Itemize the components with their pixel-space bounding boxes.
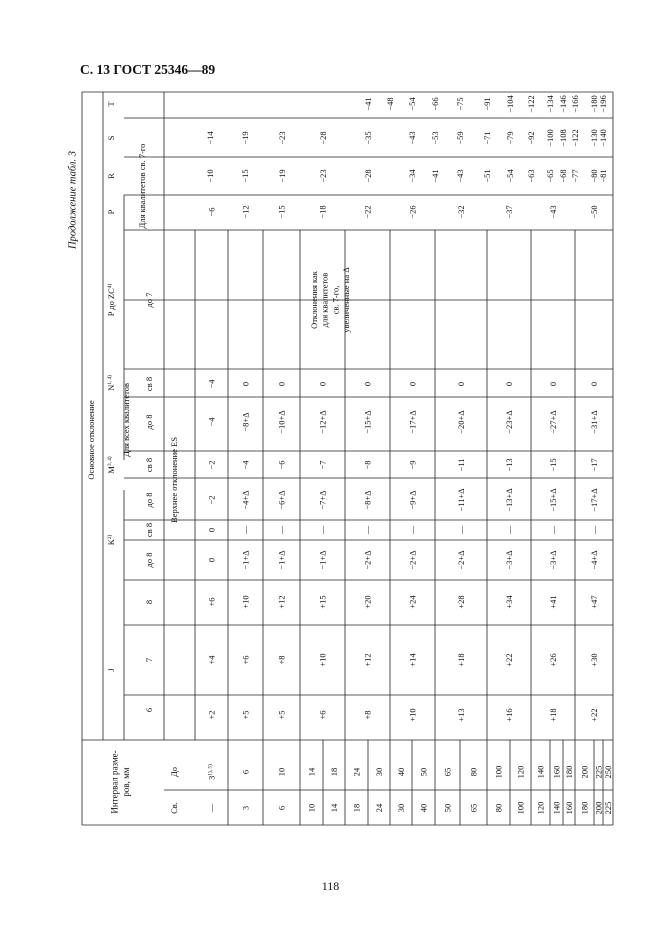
- value-n_le8: −31+Δ: [588, 410, 599, 434]
- j7-label: 7: [143, 657, 154, 663]
- value-m_gt8: −13: [503, 458, 514, 472]
- m-le8-label: до 8: [143, 492, 154, 508]
- m-label: M$^{3, 4)}$: [105, 456, 116, 474]
- value-k_le8: −1+Δ: [240, 550, 251, 570]
- p-zc-note: Отклонения какдля квалитетовсв. 7-го,увеличенные на Δ: [309, 267, 351, 333]
- value-n_gt8: 0: [588, 381, 599, 387]
- size-over: 3: [240, 805, 251, 811]
- value-k_gt8: —: [547, 525, 558, 535]
- value-r: −15: [239, 169, 250, 183]
- value-t: −54: [406, 97, 417, 111]
- value-s: −79: [504, 131, 515, 145]
- value-p: −12: [240, 205, 251, 219]
- value-n_gt8: 0: [276, 381, 287, 387]
- value-t: −75: [454, 97, 465, 111]
- value-r: −19: [276, 169, 287, 183]
- value-j6: +6: [317, 710, 328, 720]
- value-k_le8: −2+Δ: [407, 550, 418, 570]
- size-over: 160: [563, 801, 574, 815]
- value-t: −146: [557, 95, 568, 113]
- size-over: 80: [493, 803, 504, 813]
- value-r: −54: [504, 169, 515, 183]
- value-r: −81: [597, 169, 608, 183]
- value-j6: +2: [206, 710, 217, 720]
- j-label: J: [105, 668, 116, 672]
- value-m_gt8: −15: [547, 458, 558, 472]
- interval-label: Интервал разме-ров, мм: [109, 750, 131, 814]
- value-j6: +13: [455, 708, 466, 722]
- size-to: 120: [515, 765, 526, 779]
- size-to: 200: [579, 765, 590, 779]
- value-s: −14: [204, 131, 215, 145]
- value-k_gt8: —: [407, 525, 418, 535]
- value-n_le8: −23+Δ: [503, 410, 514, 434]
- value-t: −122: [525, 95, 536, 113]
- value-m_gt8: −6: [276, 460, 287, 470]
- size-to: 30: [373, 767, 384, 777]
- size-over: 50: [442, 803, 453, 813]
- value-s: −108: [557, 129, 568, 147]
- size-over: 10: [306, 803, 317, 813]
- value-m_le8: −17+Δ: [588, 488, 599, 512]
- value-j7: +10: [317, 653, 328, 667]
- value-s: −92: [525, 131, 536, 145]
- value-j7: +26: [547, 653, 558, 667]
- size-to: 250: [602, 765, 613, 779]
- value-j7: +12: [362, 653, 373, 667]
- value-s: −43: [406, 131, 417, 145]
- size-to: 65: [442, 767, 453, 777]
- k-gt8-label: св 8: [143, 522, 154, 538]
- value-t: −166: [569, 95, 580, 113]
- n-gt8-label: св 8: [143, 376, 154, 392]
- value-n_gt8: 0: [407, 381, 418, 387]
- size-to: 100: [493, 765, 504, 779]
- page-header: С. 13 ГОСТ 25346—89: [80, 62, 216, 77]
- value-j7: +30: [588, 653, 599, 667]
- value-s: −71: [481, 131, 492, 145]
- value-r: −41: [429, 169, 440, 183]
- size-to: 50: [418, 767, 429, 777]
- value-n_gt8: 0: [455, 381, 466, 387]
- value-m_gt8: −4: [240, 460, 251, 470]
- value-r: −51: [481, 169, 492, 183]
- value-k_le8: −1+Δ: [317, 550, 328, 570]
- value-t: −196: [597, 95, 608, 113]
- value-s: −100: [544, 129, 555, 147]
- k-le8-label: до 8: [143, 552, 154, 568]
- p-zc-label: P до ZC$^{4)}$: [105, 283, 116, 317]
- value-j6: +8: [362, 710, 373, 720]
- value-k_le8: −3+Δ: [503, 550, 514, 570]
- value-j8: +6: [206, 597, 217, 607]
- size-over: 200: [593, 801, 604, 815]
- value-n_le8: −20+Δ: [455, 410, 466, 434]
- value-m_le8: −6+Δ: [276, 490, 287, 510]
- value-j6: +10: [407, 708, 418, 722]
- size-over: 30: [395, 803, 406, 813]
- value-k_le8: −3+Δ: [547, 550, 558, 570]
- value-r: −77: [569, 169, 580, 183]
- p-zc-le7-label: до 7: [143, 292, 154, 308]
- value-k_gt8: —: [276, 525, 287, 535]
- value-j6: +5: [240, 710, 251, 720]
- size-to: 24: [351, 767, 362, 777]
- value-s: −35: [362, 131, 373, 145]
- value-j8: +34: [503, 595, 514, 609]
- value-r: −10: [204, 169, 215, 183]
- m-gt8-label: св 8: [143, 457, 154, 473]
- r-label: R: [105, 173, 116, 179]
- value-k_le8: −1+Δ: [276, 550, 287, 570]
- value-k_gt8: —: [362, 525, 373, 535]
- size-over: 100: [515, 801, 526, 815]
- upper-deviation-label: Верхнее отклонение ES: [168, 437, 179, 523]
- value-k_gt8: —: [317, 525, 328, 535]
- value-j6: +22: [588, 708, 599, 722]
- for-grades-over7-label: Для квалитетов св. 7-го: [136, 143, 147, 229]
- value-r: −34: [406, 169, 417, 183]
- value-m_le8: −8+Δ: [362, 490, 373, 510]
- size-over: 40: [418, 803, 429, 813]
- value-j8: +28: [455, 595, 466, 609]
- value-j7: +18: [455, 653, 466, 667]
- value-m_le8: −7+Δ: [317, 490, 328, 510]
- value-m_le8: −11+Δ: [455, 488, 466, 512]
- value-m_gt8: −11: [455, 458, 466, 472]
- size-over: 140: [551, 801, 562, 815]
- value-p: −32: [455, 205, 466, 219]
- value-r: −28: [362, 169, 373, 183]
- for-all-grades-label: Для всех квалитетов: [120, 383, 131, 457]
- size-over: 18: [351, 803, 362, 813]
- value-m_gt8: −17: [588, 458, 599, 472]
- value-p: −6: [206, 207, 217, 217]
- value-n_le8: −10+Δ: [276, 410, 287, 434]
- value-r: −23: [317, 169, 328, 183]
- size-over: 14: [328, 803, 339, 813]
- value-p: −26: [407, 205, 418, 219]
- value-n_gt8: −4: [206, 379, 217, 389]
- to-label: До: [168, 766, 179, 778]
- value-j8: +15: [317, 595, 328, 609]
- size-over: 65: [468, 803, 479, 813]
- size-over: 225: [602, 801, 613, 815]
- value-p: −22: [362, 205, 373, 219]
- value-r: −68: [557, 169, 568, 183]
- j8-label: 8: [143, 599, 154, 605]
- table-grid: [82, 92, 613, 825]
- value-j7: +4: [206, 655, 217, 665]
- value-k_gt8: —: [588, 525, 599, 535]
- size-over: —: [206, 803, 217, 813]
- value-k_le8: −2+Δ: [362, 550, 373, 570]
- value-m_gt8: −7: [317, 460, 328, 470]
- size-to: 18: [328, 767, 339, 777]
- value-k_le8: −4+Δ: [588, 550, 599, 570]
- p-label: P: [105, 209, 116, 215]
- value-t: −91: [481, 97, 492, 111]
- value-j8: +47: [588, 595, 599, 609]
- value-s: −28: [317, 131, 328, 145]
- size-to: 14: [306, 767, 317, 777]
- value-s: −23: [276, 131, 287, 145]
- value-j7: +6: [240, 655, 251, 665]
- value-s: −122: [569, 129, 580, 147]
- k-label: $K^{2)}$: [105, 534, 116, 546]
- value-j8: +12: [276, 595, 287, 609]
- value-m_le8: −13+Δ: [503, 488, 514, 512]
- n-le8-label: до 8: [143, 414, 154, 430]
- value-t: −134: [544, 95, 555, 113]
- size-over: 6: [276, 805, 287, 811]
- value-j8: +24: [407, 595, 418, 609]
- size-over: 120: [535, 801, 546, 815]
- size-to: $3^{1), 5)}$: [206, 764, 217, 780]
- over-label: Св.: [168, 802, 179, 814]
- value-j7: +8: [276, 655, 287, 665]
- n-label: N$^{1, 4)}$: [105, 375, 116, 391]
- value-n_le8: −15+Δ: [362, 410, 373, 434]
- value-n_le8: −8+Δ: [240, 412, 251, 432]
- value-j8: +20: [362, 595, 373, 609]
- j6-label: 6: [143, 707, 154, 713]
- value-j8: +10: [240, 595, 251, 609]
- value-n_le8: −12+Δ: [317, 410, 328, 434]
- value-n_le8: −4: [206, 417, 217, 427]
- size-to: 6: [240, 769, 251, 775]
- value-n_gt8: 0: [362, 381, 373, 387]
- size-to: 180: [563, 765, 574, 779]
- value-p: −37: [503, 205, 514, 219]
- value-t: −104: [504, 95, 515, 113]
- value-m_le8: −9+Δ: [407, 490, 418, 510]
- value-t: −48: [384, 97, 395, 111]
- continuation-label: Продолжение табл. 3: [67, 151, 79, 249]
- value-s: −53: [429, 131, 440, 145]
- value-k_gt8: —: [455, 525, 466, 535]
- page-number: 118: [321, 879, 340, 893]
- s-label: S: [105, 135, 116, 141]
- size-over: 180: [579, 801, 590, 815]
- value-m_gt8: −8: [362, 460, 373, 470]
- value-j7: +14: [407, 653, 418, 667]
- value-j8: +41: [547, 595, 558, 609]
- main-deviation-label: Основное отклонение: [85, 400, 96, 480]
- value-r: −63: [525, 169, 536, 183]
- size-to: 140: [535, 765, 546, 779]
- value-p: −18: [317, 205, 328, 219]
- value-k_le8: 0: [206, 557, 217, 563]
- value-j6: +16: [503, 708, 514, 722]
- size-to: 10: [276, 767, 287, 777]
- value-m_gt8: −2: [206, 460, 217, 470]
- value-j7: +22: [503, 653, 514, 667]
- value-t: −41: [362, 97, 373, 111]
- value-r: −80: [588, 169, 599, 183]
- value-m_gt8: −9: [407, 460, 418, 470]
- t-label: T: [105, 101, 116, 107]
- value-m_le8: −4+Δ: [240, 490, 251, 510]
- size-to: 160: [551, 765, 562, 779]
- size-to: 80: [468, 767, 479, 777]
- value-k_gt8: 0: [206, 527, 217, 533]
- value-p: −15: [276, 205, 287, 219]
- value-r: −65: [544, 169, 555, 183]
- value-s: −19: [239, 131, 250, 145]
- value-n_gt8: 0: [547, 381, 558, 387]
- value-n_gt8: 0: [503, 381, 514, 387]
- value-k_le8: −2+Δ: [455, 550, 466, 570]
- size-over: 24: [373, 803, 384, 813]
- value-j6: +5: [276, 710, 287, 720]
- value-t: −180: [588, 95, 599, 113]
- value-n_gt8: 0: [317, 381, 328, 387]
- value-m_le8: −15+Δ: [547, 488, 558, 512]
- value-n_gt8: 0: [240, 381, 251, 387]
- size-to: 225: [593, 765, 604, 779]
- value-k_gt8: —: [503, 525, 514, 535]
- value-n_le8: −27+Δ: [547, 410, 558, 434]
- value-r: −43: [454, 169, 465, 183]
- value-k_gt8: —: [240, 525, 251, 535]
- value-n_le8: −17+Δ: [407, 410, 418, 434]
- value-p: −43: [547, 205, 558, 219]
- value-t: −66: [429, 97, 440, 111]
- value-s: −130: [588, 129, 599, 147]
- value-s: −59: [454, 131, 465, 145]
- size-to: 40: [395, 767, 406, 777]
- value-p: −50: [588, 205, 599, 219]
- value-m_le8: −2: [206, 495, 217, 505]
- value-j6: +18: [547, 708, 558, 722]
- value-s: −140: [597, 129, 608, 147]
